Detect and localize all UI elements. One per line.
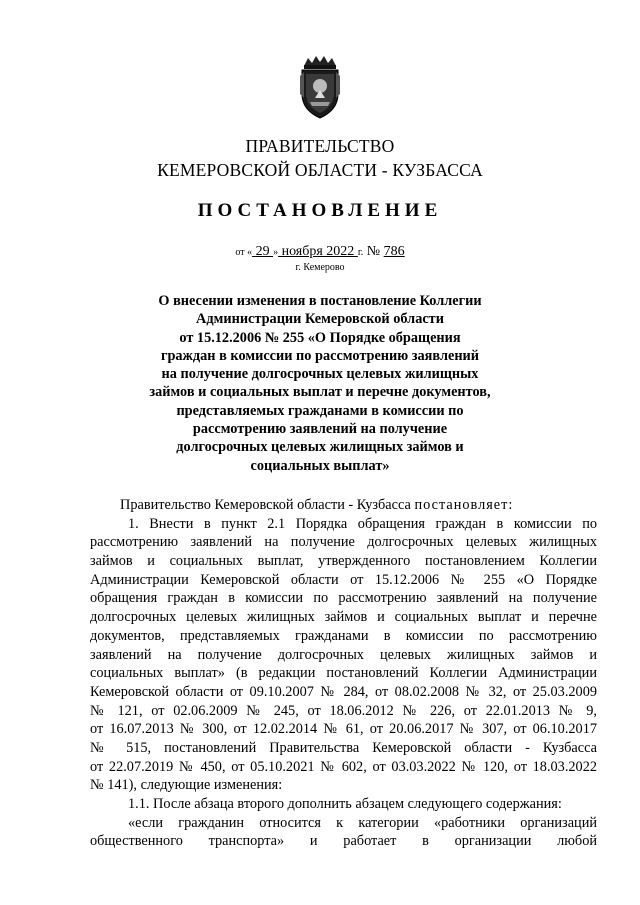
body-line: документов, представляемых гражданами в комиссии по рассмотрению (90, 627, 597, 644)
government-title-line1: ПРАВИТЕЛЬСТВО (245, 136, 395, 156)
body-line: № 121, от 02.06.2009 № 245, от 18.06.2012 № 226, от 22.01.2013 № 9, (90, 702, 597, 719)
body-line: от 22.07.2019 № 450, от 05.10.2021 № 602, от 03.03.2022 № 120, от 18.03.2022 (90, 758, 597, 775)
date-prefix: от « (235, 247, 253, 258)
title-line: от 15.12.2006 № 255 «О Порядке обращения (179, 329, 461, 346)
date-number-line (0, 244, 640, 260)
title-line: долгосрочных целевых жилищных займов и (176, 439, 464, 456)
body-line: социальных выплат» (в редакции постановлений Коллегии Администрации (90, 665, 597, 682)
government-title-line2: КЕМЕРОВСКОЙ ОБЛАСТИ - КУЗБАССА (157, 160, 483, 180)
title-line: О внесении изменения в постановление Коллегии (158, 293, 482, 309)
city-label: г. Кемерово (295, 262, 345, 273)
body-line: Администрации Кемеровской области от 15.12.2006 № 255 «О Порядке (90, 571, 597, 588)
body-line: от 16.07.2013 № 300, от 12.02.2014 № 61, от 20.06.2017 № 307, от 06.10.2017 (90, 721, 597, 738)
date-day: 29 (252, 244, 274, 259)
title-line: Администрации Кемеровской области (196, 311, 444, 328)
body-line: № 515, постановлений Правительства Кемеровской области - Кузбасса (90, 739, 597, 756)
document-type-heading: ПОСТАНОВЛЕНИЕ (197, 200, 443, 221)
date-year-abbr: г. (357, 247, 364, 258)
body-line: Кемеровской области от 09.10.2007 № 284, от 08.02.2008 № 32, от 25.03.2009 (90, 683, 597, 700)
date-separator: » (273, 247, 279, 258)
body-line: № 141), следующие изменения: (90, 777, 283, 794)
body-line: рассмотрению заявлений на получение долгосрочных целевых жилищных (90, 534, 597, 551)
body-line: «если гражданин относится к категории «работники организаций (128, 814, 597, 831)
title-line: на получение долгосрочных целевых жилищных (161, 366, 479, 383)
intro-text: Правительство Кемеровской области - Кузбасса (120, 497, 415, 513)
number-prefix: № (363, 244, 384, 259)
title-line: представляемых гражданами в комиссии по (176, 402, 464, 419)
body-line: обращения граждан в комиссии по рассмотрению заявлений на получение (90, 590, 597, 607)
body-line: займов и социальных выплат, утвержденного постановлением Коллегии (90, 553, 597, 570)
decree-title (130, 292, 510, 475)
title-line: социальных выплат» (250, 457, 390, 474)
body-line: заявлений на получение долгосрочных целевых жилищных займов и (90, 646, 597, 663)
coat-of-arms-emblem (298, 54, 342, 120)
decree-number: 786 (383, 244, 405, 259)
body-line: долгосрочных целевых жилищных займов и социальных выплат и перечне (90, 609, 597, 626)
date-month-year: ноября 2022 (278, 244, 358, 259)
title-line: рассмотрению заявлений на получение (192, 421, 448, 438)
body-line: 1. Внести в пункт 2.1 Порядка обращения граждан в комиссии по (128, 515, 597, 532)
decree-body (90, 496, 597, 851)
body-intro (90, 496, 597, 515)
title-line: граждан в комиссии по рассмотрению заявлений (160, 347, 480, 364)
body-line: 1.1. После абзаца второго дополнить абзацем следующего содержания: (128, 796, 562, 812)
intro-resolves: постановляет: (414, 497, 514, 513)
body-line: общественного транспорта» и работает в организации любой (90, 833, 597, 850)
title-line: займов и социальных выплат и перечне документов, (149, 384, 491, 401)
